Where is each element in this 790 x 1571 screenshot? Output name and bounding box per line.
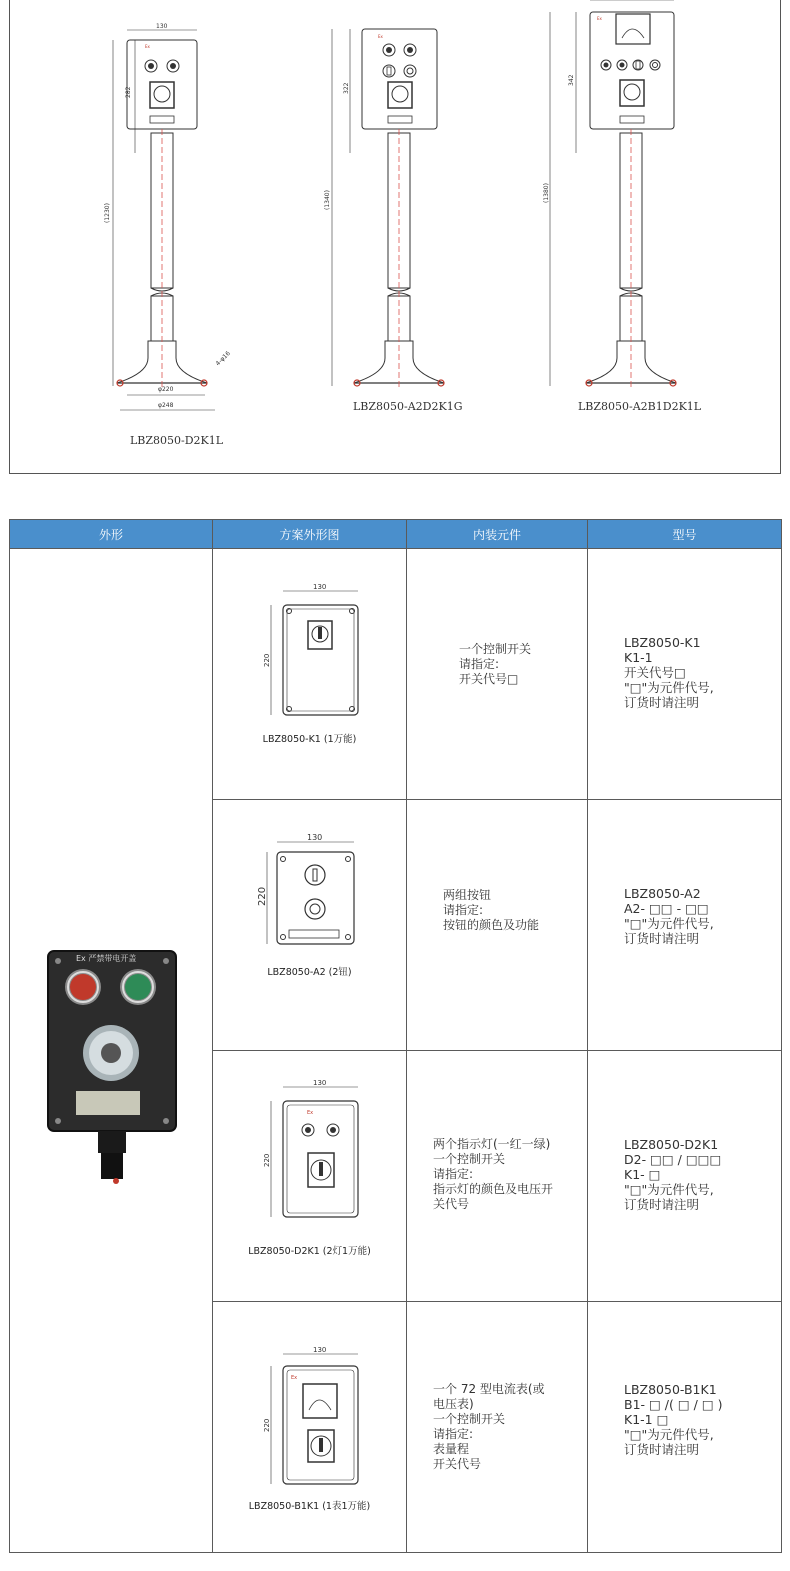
model-cell-1 — [588, 549, 782, 800]
svg-text:130: 130 — [313, 583, 327, 591]
svg-text:Ex: Ex — [291, 1375, 298, 1381]
diagram-cell-3 — [213, 1051, 407, 1302]
table-row — [10, 549, 782, 800]
svg-text:φ248: φ248 — [158, 402, 174, 409]
svg-text:Ex: Ex — [307, 1110, 314, 1116]
product-photo — [46, 951, 186, 1191]
svg-text:342: 342 — [568, 74, 575, 86]
header-components: 内装元件 — [407, 520, 588, 549]
components-text-1: 一个控制开关 请指定: 开关代号□ — [459, 642, 532, 686]
drawing-panel — [9, 0, 781, 474]
model-text-1: LBZ8050-K1 K1-1 开关代号□ "□"为元件代号, 订货时请注明 — [624, 635, 714, 710]
components-cell-2 — [407, 800, 588, 1051]
model-text-4: LBZ8050-B1K1 B1- □ /( □ / □ ) K1-1 □ "□"为元件代号, 订货时请注明 — [624, 1382, 723, 1457]
components-text-2: 两组按钮 请指定: 按钮的颜色及功能 — [443, 888, 540, 932]
components-text-4: 一个 72 型电流表(或 电压表) 一个控制开关 请指定: 表量程 开关代号 — [433, 1382, 545, 1471]
drawing-2-caption: LBZ8050-A2D2K1G — [353, 400, 463, 413]
svg-text:Ex: Ex — [597, 16, 602, 21]
components-cell-4 — [407, 1302, 588, 1553]
svg-text:130: 130 — [313, 1346, 327, 1354]
table-header-row — [10, 520, 782, 549]
svg-text:φ220: φ220 — [158, 386, 174, 393]
components-text-3: 两个指示灯(一红一绿) 一个控制开关 请指定: 指示灯的颜色及电压开 关代号 — [433, 1137, 554, 1211]
model-text-2: LBZ8050-A2 A2- □□ - □□ "□"为元件代号, 订货时请注明 — [624, 886, 714, 946]
svg-text:130: 130 — [156, 23, 168, 30]
svg-text:Ex: Ex — [378, 34, 383, 39]
drawing-3-caption: LBZ8050-A2B1D2K1L — [578, 400, 702, 413]
diagram-d2k1 — [263, 1079, 363, 1221]
svg-text:282: 282 — [125, 86, 132, 98]
model-text-3: LBZ8050-D2K1 D2- □□ / □□□ K1- □ "□"为元件代号, 订货时请注明 — [624, 1137, 722, 1212]
svg-text:220: 220 — [263, 1153, 271, 1167]
model-cell-3 — [588, 1051, 782, 1302]
diagram-cell-1 — [213, 549, 407, 800]
drawing-3 — [543, 0, 676, 389]
model-cell-2 — [588, 800, 782, 1051]
svg-text:(1380): (1380) — [543, 183, 550, 203]
diagram-b1k1 — [263, 1346, 363, 1486]
spec-table — [9, 519, 782, 1553]
svg-text:130: 130 — [307, 833, 323, 842]
drawing-1 — [104, 23, 232, 410]
diagram-caption-2: LBZ8050-A2 (2钮) — [267, 967, 352, 978]
svg-text:322: 322 — [343, 82, 350, 94]
diagram-caption-3: LBZ8050-D2K1 (2灯1万能) — [248, 1246, 371, 1257]
header-appearance: 外形 — [10, 520, 213, 549]
diagram-caption-1: LBZ8050-K1 (1万能) — [262, 734, 357, 745]
components-cell-3 — [407, 1051, 588, 1302]
diagram-cell-2 — [213, 800, 407, 1051]
drawing-1-caption: LBZ8050-D2K1L — [130, 434, 224, 447]
svg-text:Ex: Ex — [145, 44, 150, 49]
header-diagram: 方案外形图 — [213, 520, 407, 549]
svg-text:220: 220 — [263, 1418, 271, 1432]
svg-text:220: 220 — [263, 653, 271, 667]
components-cell-1 — [407, 549, 588, 800]
product-photo-cell — [10, 549, 213, 1553]
svg-text:130: 130 — [313, 1079, 327, 1087]
svg-text:Ex 严禁带电开盖: Ex 严禁带电开盖 — [76, 953, 137, 963]
model-cell-4 — [588, 1302, 782, 1553]
header-model: 型号 — [588, 520, 782, 549]
drawing-2 — [324, 29, 444, 389]
svg-text:4-φ16: 4-φ16 — [214, 350, 232, 368]
svg-text:(1230): (1230) — [104, 203, 111, 223]
diagram-k1 — [263, 583, 363, 723]
diagram-caption-4: LBZ8050-B1K1 (1表1万能) — [248, 1501, 371, 1512]
diagram-cell-4 — [213, 1302, 407, 1553]
diagram-a2 — [259, 834, 359, 950]
svg-text:220: 220 — [257, 886, 268, 906]
svg-text:(1340): (1340) — [324, 190, 331, 210]
